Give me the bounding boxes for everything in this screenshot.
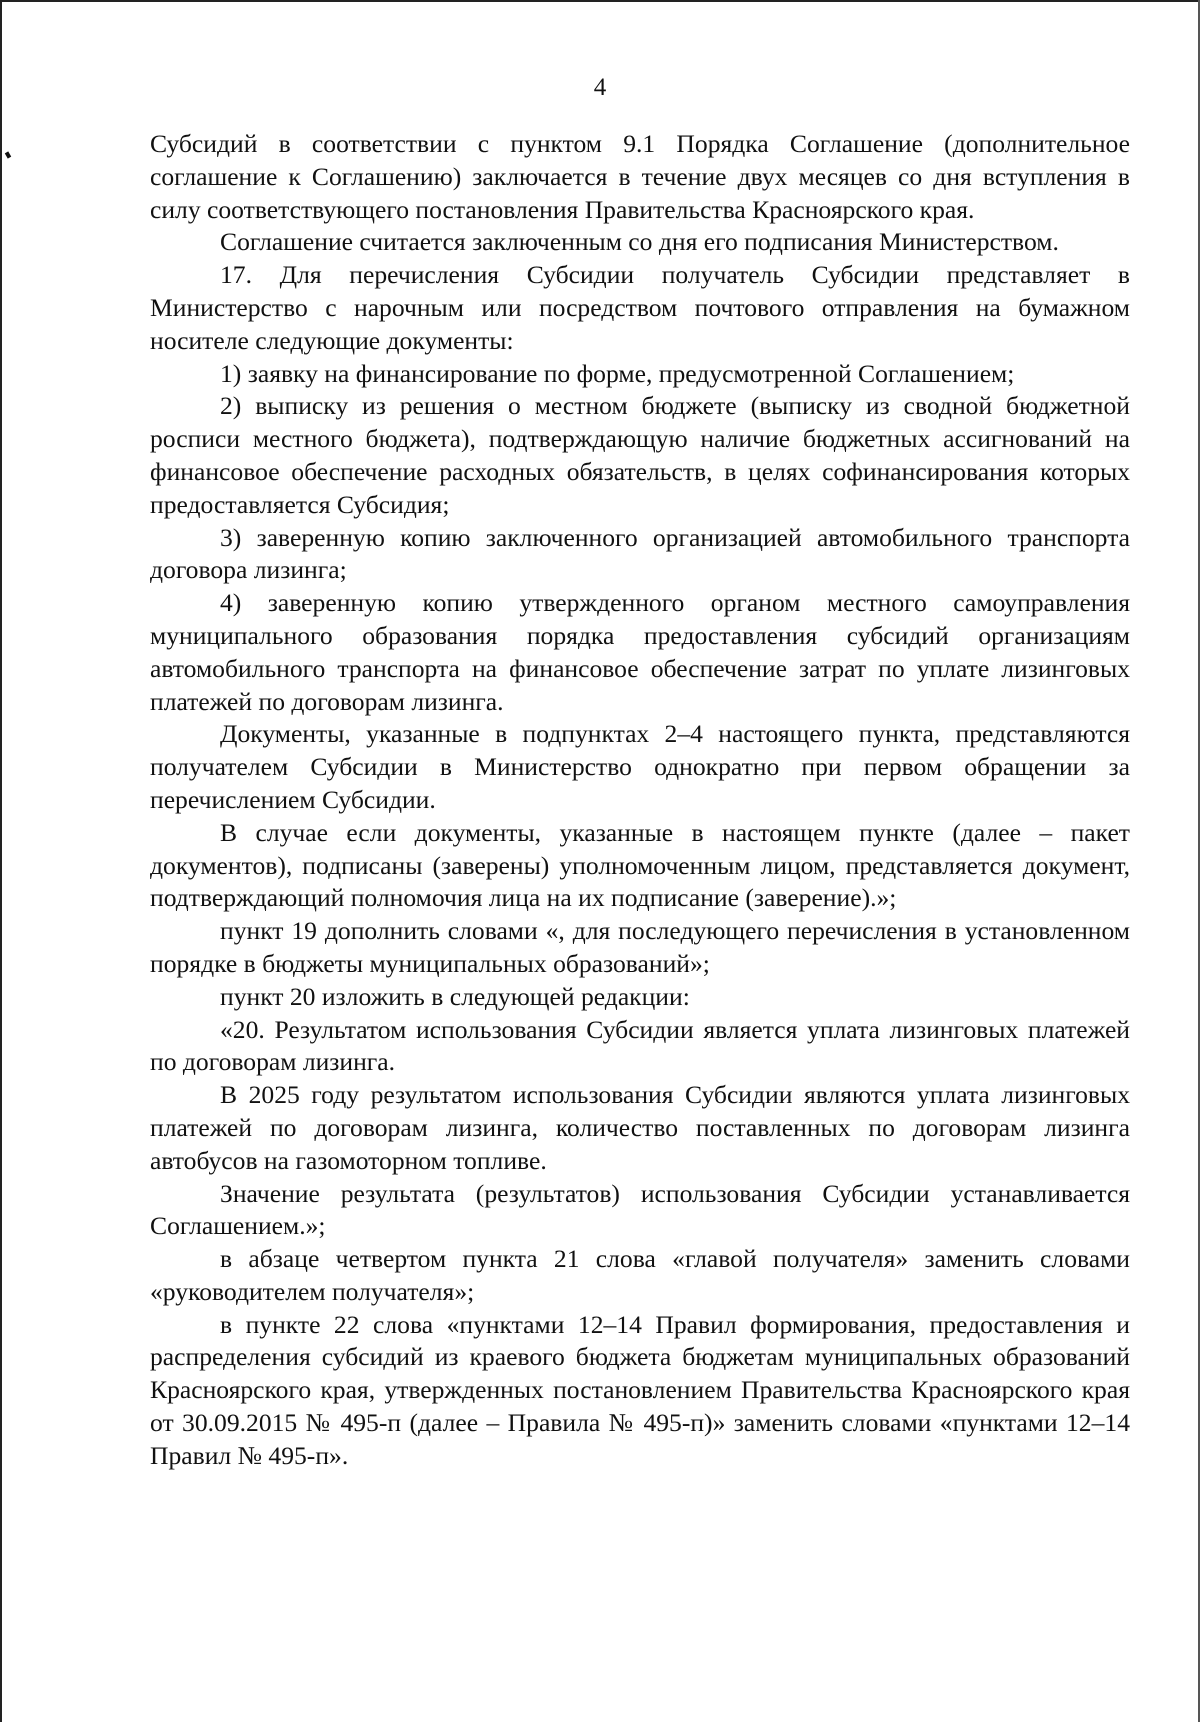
paragraph-item-22-amendment: в пункте 22 слова «пунктами 12–14 Правил формирования, предоставления и распределения субсидий из краевого бюджета бюджетам муниципальных образований Красноярского края, утвержденных постановлением Правительства Красноярского края от 30.09.2015 № 495-п (далее – Правила № 495-п)» заменить словами «пунктами 12–14 Правил № 495-п». <box>150 1309 1130 1470</box>
paragraph-agreement-concluded: Соглашение считается заключенным со дня его подписания Министерством. <box>220 227 1059 257</box>
paragraph-item-20-result: «20. Результатом использования Субсидии является уплата лизинговых платежей по договорам лизинга. <box>150 1014 1130 1077</box>
scan-border-left <box>0 0 2 1722</box>
list-item-3: 3) заверенную копию заключенного организацией автомобильного транспорта договора лизинга; <box>150 522 1130 585</box>
paragraph-2025-results: В 2025 году результатом использования Субсидии являются уплата лизинговых платежей по договорам лизинга, количество поставленных по договорам лизинга автобусов на газомоторном топливе. <box>150 1080 1130 1175</box>
paragraph-result-value: Значение результата (результатов) использования Субсидии устанавливается Соглашением.»; <box>150 1178 1130 1241</box>
page-number: 4 <box>593 74 607 101</box>
scan-border-top <box>0 0 1200 2</box>
paragraph-authorized-person: В случае если документы, указанные в настоящем пункте (далее – пакет документов), подписаны (заверены) уполномоченным лицом, представляется документ, подтверждающий полномочия лица на их подписание (заверение).»; <box>150 817 1130 913</box>
paragraph-subsidy-agreement-term: Субсидий в соответствии с пунктом 9.1 Порядка Соглашение (дополнительное соглашение к Соглашению) заключается в течение двух месяцев со дня вступления в силу соответствующего постановления Правительства Красноярского края. <box>150 129 1130 224</box>
paragraph-item-19-amendment: пункт 19 дополнить словами «, для последующего перечисления в установленном порядке в бюджеты муниципальных образований»; <box>150 916 1130 978</box>
paragraph-item-20-intro: пункт 20 изложить в следующей редакции: <box>220 981 690 1011</box>
paragraph-documents-once: Документы, указанные в подпунктах 2–4 настоящего пункта, представляются получателем Субсидии в Министерство однократно при первом обращении за перечислением Субсидии. <box>150 719 1130 814</box>
paragraph-item-21-amendment: в абзаце четвертом пункта 21 слова «главой получателя» заменить словами «руководителем получателя»; <box>150 1244 1130 1306</box>
list-item-1: 1) заявку на финансирование по форме, предусмотренной Соглашением; <box>220 358 1015 388</box>
paragraph-item-17: 17. Для перечисления Субсидии получатель Субсидии представляет в Министерство с нарочным или посредством почтового отправления на бумажном носителе следующие документы: <box>150 260 1130 355</box>
list-item-4: 4) заверенную копию утвержденного органом местного самоуправления муниципального образования порядка предоставления субсидий организациям автомобильного транспорта на финансовое обеспечение затрат по уплате лизинговых платежей по договорам лизинга. <box>150 588 1130 716</box>
scan-artifact-mark <box>5 151 11 158</box>
list-item-2: 2) выписку из решения о местном бюджете (выписку из сводной бюджетной росписи местного бюджета), подтверждающую наличие бюджетных ассигнований на финансовое обеспечение расходных обязательств, в целях софинансирования которых предоставляется Субсидия; <box>150 391 1130 519</box>
document-body <box>150 128 1130 1473</box>
